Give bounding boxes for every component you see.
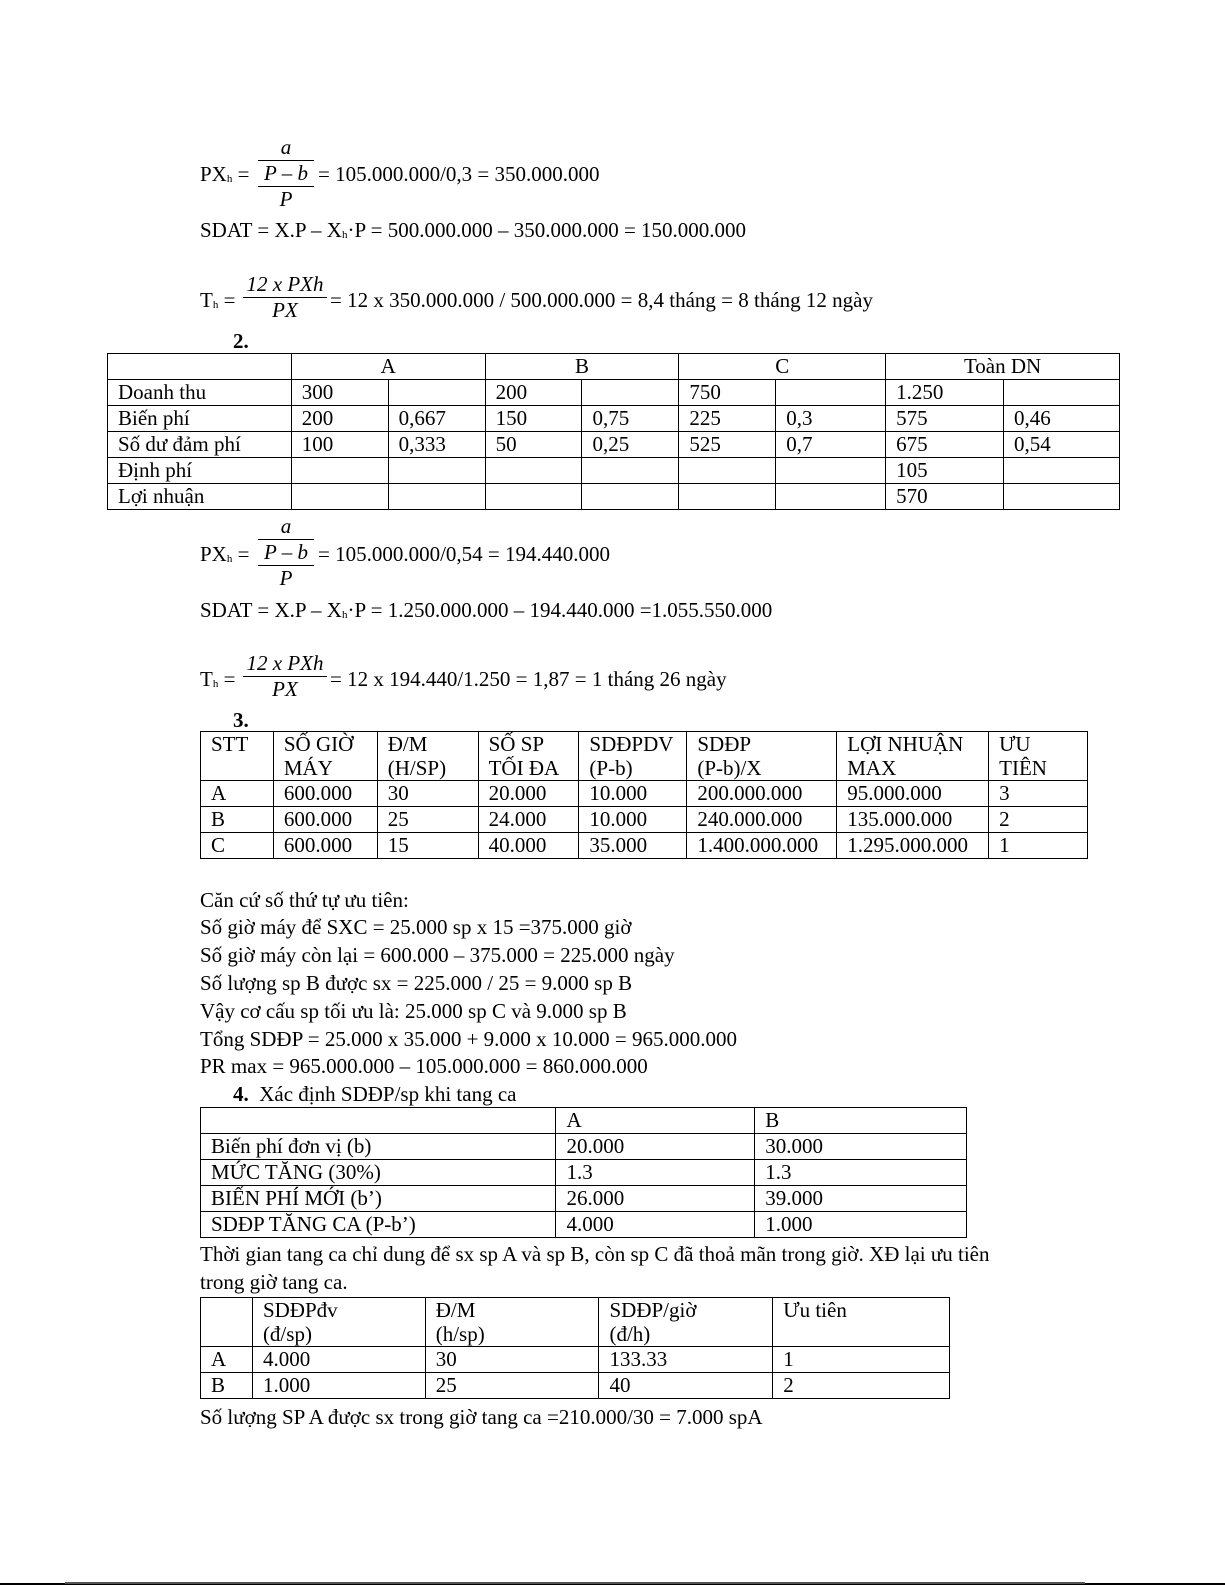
text-line: Tổng SDĐP = 25.000 x 35.000 + 9.000 x 10.000 = 965.000.000 xyxy=(200,1027,738,1051)
header-line: ƯU xyxy=(999,732,1031,756)
table-cell: 225 xyxy=(679,406,776,432)
header-empty xyxy=(201,1108,556,1134)
table-cell: 20.000 xyxy=(478,781,579,807)
table-row xyxy=(201,1212,967,1238)
table-cell: 240.000.000 xyxy=(687,807,837,833)
product-priority-table xyxy=(200,731,1088,859)
header-line: SDĐP/giờ xyxy=(609,1298,697,1322)
paragraph-line: trong giờ tang ca. xyxy=(200,1270,348,1294)
header-dm xyxy=(377,732,478,781)
header-so-sp-toi-da xyxy=(478,732,579,781)
table-cell: 10.000 xyxy=(579,807,687,833)
section-3-heading: 3. xyxy=(233,708,249,732)
header-line: (đ/sp) xyxy=(262,1322,312,1346)
sdat-rest: ·P = 1.250.000.000 – 194.440.000 =1.055.550.000 xyxy=(347,598,773,622)
table-cell: 10.000 xyxy=(579,781,687,807)
header-uu-tien xyxy=(989,732,1088,781)
header-c: C xyxy=(679,354,886,380)
fraction-12pxh-over-px-1 xyxy=(243,272,327,323)
table-cell: 200 xyxy=(291,406,388,432)
table-cell: 95.000.000 xyxy=(837,781,989,807)
table-cell: 1.250 xyxy=(886,380,1004,406)
th-result-2: = 12 x 194.440/1.250 = 1,87 = 1 tháng 26 ngày xyxy=(330,667,727,691)
table-cell: 1.3 xyxy=(556,1160,755,1186)
fraction-12pxh-over-px-2 xyxy=(243,651,327,702)
table-row xyxy=(201,1134,967,1160)
pxh-label: PX xyxy=(200,542,227,566)
table-cell xyxy=(582,380,679,406)
text-line: PR max = 965.000.000 – 105.000.000 = 860.000.000 xyxy=(200,1054,648,1078)
header-line: (h/sp) xyxy=(435,1322,485,1346)
table-cell: 0,54 xyxy=(1004,432,1120,458)
text-line: Số giờ máy để SXC = 25.000 sp x 15 =375.000 giờ xyxy=(200,915,632,939)
table-cell: 40 xyxy=(599,1373,773,1399)
formula-pxh-1 xyxy=(200,162,249,187)
section-2-heading: 2. xyxy=(233,329,249,353)
header-line: TIÊN xyxy=(999,756,1047,780)
row-label: Định phí xyxy=(108,458,292,484)
table-cell: 15 xyxy=(377,833,478,859)
header-loi-nhuan-max xyxy=(837,732,989,781)
row-label: Số dư đảm phí xyxy=(108,432,292,458)
table-cell: 20.000 xyxy=(556,1134,755,1160)
text-line: Vậy cơ cấu sp tối ưu là: 25.000 sp C và 9.000 sp B xyxy=(200,999,627,1023)
table-cell xyxy=(1004,484,1120,510)
header-toan-dn: Toàn DN xyxy=(886,354,1120,380)
sdat-line-1 xyxy=(200,218,746,243)
table-cell: 0,25 xyxy=(582,432,679,458)
table-cell: 0,46 xyxy=(1004,406,1120,432)
fraction-numerator: a xyxy=(258,135,314,161)
table-cell xyxy=(1004,380,1120,406)
table-cell: 600.000 xyxy=(273,833,377,859)
overtime-cost-table xyxy=(200,1107,967,1238)
row-label: Biến phí xyxy=(108,406,292,432)
equals-sign: = xyxy=(218,667,236,691)
table-row xyxy=(201,1160,967,1186)
header-line: TỐI ĐA xyxy=(488,756,560,780)
th-label-1 xyxy=(200,288,235,313)
header-a: A xyxy=(556,1108,755,1134)
header-dm xyxy=(425,1298,599,1347)
table-row xyxy=(108,406,1120,432)
pxh-subscript: h xyxy=(226,173,233,185)
pxh-label: PX xyxy=(200,162,227,186)
page-bottom-rule xyxy=(65,1582,1085,1584)
header-sddp-gio xyxy=(599,1298,773,1347)
header-line: (đ/h) xyxy=(609,1322,651,1346)
table-row xyxy=(108,380,1120,406)
table-cell: 1.000 xyxy=(252,1373,425,1399)
header-empty xyxy=(108,354,292,380)
revenue-cost-table xyxy=(107,353,1120,510)
table-cell: 150 xyxy=(485,406,582,432)
th-subscript: h xyxy=(212,678,219,690)
text-line: Số lượng sp B được sx = 225.000 / 25 = 9.000 sp B xyxy=(200,971,633,995)
table-cell xyxy=(291,458,388,484)
header-line: SDĐPđv xyxy=(262,1298,338,1322)
table-cell: 30 xyxy=(425,1347,599,1373)
th-subscript: h xyxy=(212,299,219,311)
fraction-denominator: P xyxy=(279,566,293,591)
row-label: MỨC TĂNG (30%) xyxy=(201,1160,556,1186)
equals-sign: = xyxy=(232,542,250,566)
table-cell: 24.000 xyxy=(478,807,579,833)
fraction-denominator: PX xyxy=(272,298,298,323)
th-label: T xyxy=(200,288,213,312)
fraction-a-over-pb-over-p-1 xyxy=(258,135,314,213)
sdat-line-2 xyxy=(200,598,772,623)
table-cell: 100 xyxy=(291,432,388,458)
table-header-row xyxy=(108,354,1120,380)
fraction-middle: P – b xyxy=(258,161,314,187)
pxh-result-2: = 105.000.000/0,54 = 194.440.000 xyxy=(318,542,611,566)
formula-pxh-2 xyxy=(200,542,249,567)
table-cell: 4.000 xyxy=(252,1347,425,1373)
header-uu-tien xyxy=(773,1298,950,1347)
th-result-1: = 12 x 350.000.000 / 500.000.000 = 8,4 tháng = 8 tháng 12 ngày xyxy=(330,288,873,312)
header-sddpdv xyxy=(579,732,687,781)
header-line: (H/SP) xyxy=(387,756,447,780)
table-cell xyxy=(776,484,886,510)
section-4-title: Xác định SDĐP/sp khi tang ca xyxy=(259,1082,517,1106)
header-sddp xyxy=(687,732,837,781)
table-row xyxy=(108,432,1120,458)
header-line: SDĐPDV xyxy=(589,732,674,756)
row-label: Biến phí đơn vị (b) xyxy=(201,1134,556,1160)
table-cell: 300 xyxy=(291,380,388,406)
table-cell xyxy=(388,458,485,484)
table-cell: 1.000 xyxy=(755,1212,967,1238)
fraction-numerator: a xyxy=(258,514,314,540)
table-cell: 135.000.000 xyxy=(837,807,989,833)
table-row xyxy=(201,781,1088,807)
table-cell: 600.000 xyxy=(273,807,377,833)
table-cell: 0,3 xyxy=(776,406,886,432)
header-line: MÁY xyxy=(283,756,333,780)
table-cell: A xyxy=(201,781,274,807)
table-cell: 600.000 xyxy=(273,781,377,807)
equals-sign: = xyxy=(232,162,250,186)
th-label: T xyxy=(200,667,213,691)
header-b: B xyxy=(755,1108,967,1134)
final-line: Số lượng SP A được sx trong giờ tang ca =210.000/30 = 7.000 spA xyxy=(200,1405,763,1429)
table-cell xyxy=(776,458,886,484)
fraction-denominator: PX xyxy=(272,677,298,702)
table-cell xyxy=(485,484,582,510)
row-label: Lợi nhuận xyxy=(108,484,292,510)
header-b: B xyxy=(485,354,679,380)
text-line: Căn cứ số thứ tự ưu tiên: xyxy=(200,888,409,912)
table-cell: 1 xyxy=(773,1347,950,1373)
header-so-gio-may xyxy=(273,732,377,781)
table-cell: 575 xyxy=(886,406,1004,432)
table-cell: 25 xyxy=(377,807,478,833)
table-cell xyxy=(388,484,485,510)
table-row xyxy=(201,1347,950,1373)
table-cell: A xyxy=(201,1347,253,1373)
overtime-priority-table xyxy=(200,1297,950,1399)
table-cell: 200.000.000 xyxy=(687,781,837,807)
header-line: Ưu tiên xyxy=(783,1298,847,1322)
header-stt xyxy=(201,732,274,781)
header-sddpdv xyxy=(252,1298,425,1347)
table-cell xyxy=(679,458,776,484)
th-label-2 xyxy=(200,667,235,692)
table-cell: 1.3 xyxy=(755,1160,967,1186)
table-cell: 1.295.000.000 xyxy=(837,833,989,859)
table-row xyxy=(108,458,1120,484)
table-cell: C xyxy=(201,833,274,859)
pxh-subscript: h xyxy=(226,553,233,565)
table-cell: 40.000 xyxy=(478,833,579,859)
header-line: MAX xyxy=(847,756,897,780)
fraction-denominator: P xyxy=(279,187,293,212)
table-cell xyxy=(776,380,886,406)
fraction-a-over-pb-over-p-2 xyxy=(258,514,314,592)
table-cell: 133.33 xyxy=(599,1347,773,1373)
pxh-result-1: = 105.000.000/0,3 = 350.000.000 xyxy=(318,162,600,186)
section-4-heading xyxy=(233,1082,516,1107)
table-cell xyxy=(291,484,388,510)
sdat-subscript: h xyxy=(341,229,348,241)
table-cell xyxy=(388,380,485,406)
header-line: SỐ GIỜ xyxy=(283,732,354,756)
header-empty xyxy=(201,1298,253,1347)
paragraph-line: Thời gian tang ca chỉ dung để sx sp A và sp B, còn sp C đã thoả mãn trong giờ. XĐ lại ưu tiên xyxy=(200,1242,990,1266)
table-row xyxy=(201,1373,950,1399)
fraction-numerator: 12 x PXh xyxy=(243,272,327,298)
table-cell: 1 xyxy=(989,833,1088,859)
table-cell: 570 xyxy=(886,484,1004,510)
table-cell: 3 xyxy=(989,781,1088,807)
table-cell: 0,333 xyxy=(388,432,485,458)
table-header-row xyxy=(201,732,1088,781)
table-cell xyxy=(679,484,776,510)
table-cell xyxy=(582,458,679,484)
header-line: (P-b)/X xyxy=(697,756,762,780)
table-cell xyxy=(1004,458,1120,484)
text-line: Số giờ máy còn lại = 600.000 – 375.000 = 225.000 ngày xyxy=(200,943,675,967)
sdat-text: SDAT = X.P – X xyxy=(200,598,342,622)
table-row xyxy=(108,484,1120,510)
table-cell: 750 xyxy=(679,380,776,406)
table-cell: 0,667 xyxy=(388,406,485,432)
table-cell xyxy=(582,484,679,510)
row-label: Doanh thu xyxy=(108,380,292,406)
row-label: SDĐP TĂNG CA (P-b’) xyxy=(201,1212,556,1238)
header-line: Đ/M xyxy=(387,732,428,756)
sdat-subscript: h xyxy=(341,609,348,621)
header-line: Đ/M xyxy=(435,1298,476,1322)
row-label: BIẾN PHÍ MỚI (b’) xyxy=(201,1186,556,1212)
table-cell: 25 xyxy=(425,1373,599,1399)
table-cell: 1.400.000.000 xyxy=(687,833,837,859)
table-header-row xyxy=(201,1108,967,1134)
sdat-text: SDAT = X.P – X xyxy=(200,218,342,242)
table-cell: 26.000 xyxy=(556,1186,755,1212)
table-cell: 0,7 xyxy=(776,432,886,458)
section-4-number: 4. xyxy=(233,1082,249,1106)
sdat-rest: ·P = 500.000.000 – 350.000.000 = 150.000.000 xyxy=(347,218,747,242)
table-header-row xyxy=(201,1298,950,1347)
table-cell: 200 xyxy=(485,380,582,406)
table-cell: 675 xyxy=(886,432,1004,458)
table-cell: 525 xyxy=(679,432,776,458)
fraction-numerator: 12 x PXh xyxy=(243,651,327,677)
table-cell: 2 xyxy=(989,807,1088,833)
table-row xyxy=(201,1186,967,1212)
table-cell: 39.000 xyxy=(755,1186,967,1212)
header-line: (P-b) xyxy=(589,756,633,780)
table-cell: 50 xyxy=(485,432,582,458)
header-line: STT xyxy=(211,732,249,756)
header-line: SDĐP xyxy=(697,732,752,756)
table-cell: 30.000 xyxy=(755,1134,967,1160)
equals-sign: = xyxy=(218,288,236,312)
table-cell: 105 xyxy=(886,458,1004,484)
table-cell: 0,75 xyxy=(582,406,679,432)
header-line: LỢI NHUẬN xyxy=(847,732,964,756)
table-cell: 4.000 xyxy=(556,1212,755,1238)
table-cell: B xyxy=(201,807,274,833)
table-cell: 30 xyxy=(377,781,478,807)
table-cell xyxy=(485,458,582,484)
table-row xyxy=(201,833,1088,859)
table-cell: 35.000 xyxy=(579,833,687,859)
header-line: SỐ SP xyxy=(488,732,545,756)
fraction-middle: P – b xyxy=(258,540,314,566)
table-cell: B xyxy=(201,1373,253,1399)
table-row xyxy=(201,807,1088,833)
header-a: A xyxy=(291,354,485,380)
table-cell: 2 xyxy=(773,1373,950,1399)
